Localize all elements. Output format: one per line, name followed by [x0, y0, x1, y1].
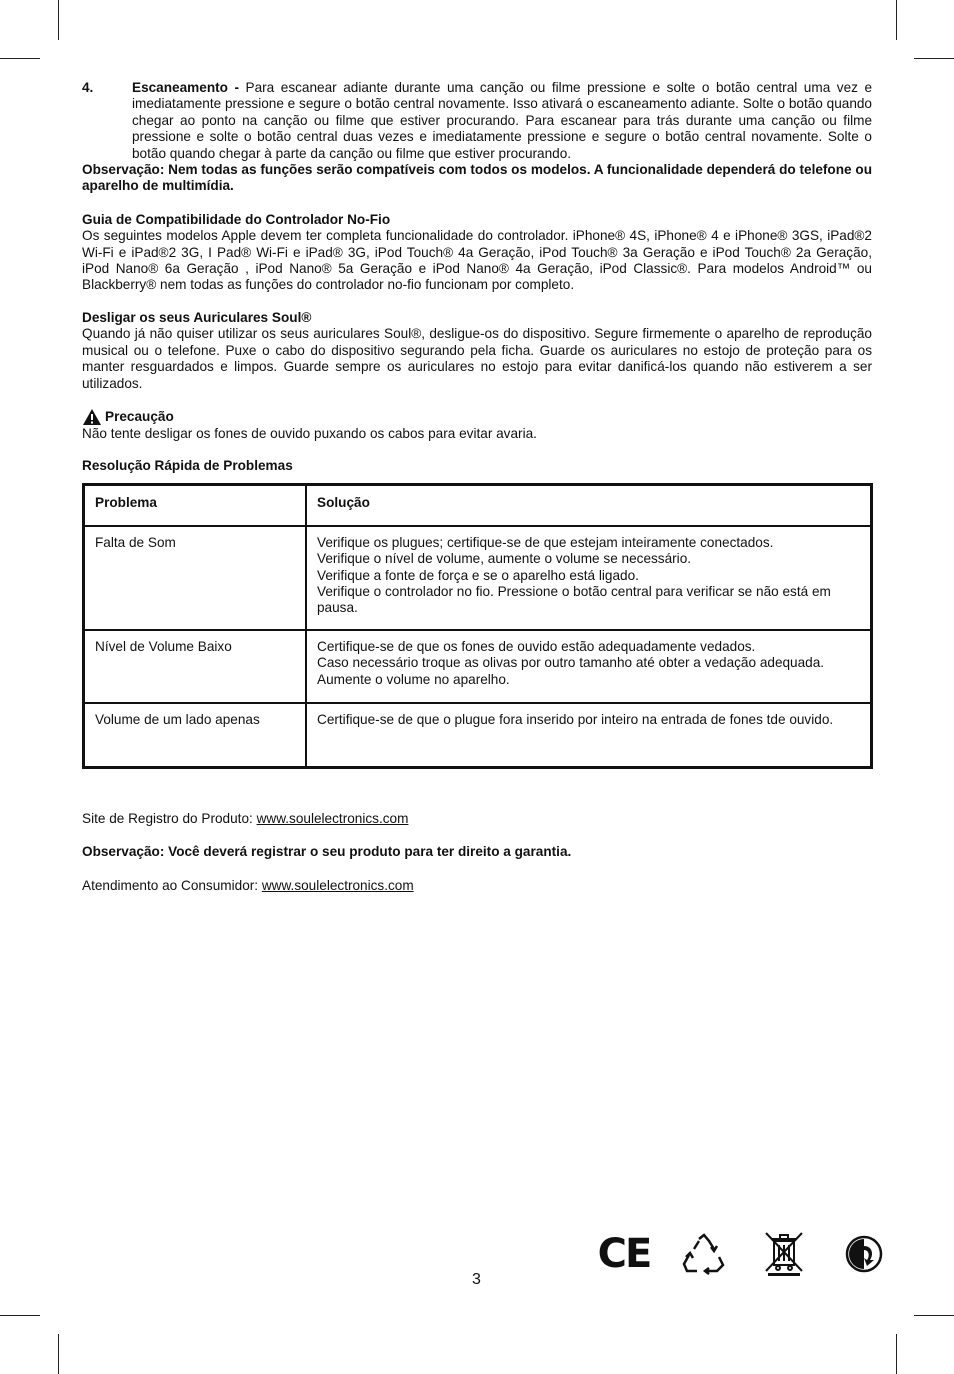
troubleshooting-heading: Resolução Rápida de Problemas	[82, 458, 293, 474]
solution-line: Certifique-se de que o plugue fora inserido por inteiro na entrada de fones tde ouvido.	[317, 711, 834, 727]
crop-mark	[58, 1334, 59, 1374]
solution-line: Caso necessário troque as olivas por outro tamanho até obter a vedação adequada.	[317, 655, 825, 671]
registration-link[interactable]: www.soulelectronics.com	[256, 810, 409, 826]
page-content	[82, 80, 872, 911]
crop-mark	[896, 1334, 897, 1374]
caution-section	[82, 408, 872, 442]
compatibility-section	[82, 212, 872, 294]
disconnect-heading: Desligar os seus Auriculares Soul®	[82, 309, 312, 325]
disconnect-section	[82, 310, 872, 392]
solution-line: Verifique a fonte de força e se o aparelho está ligado.	[317, 567, 639, 583]
problem-cell: Nível de Volume Baixo	[84, 630, 307, 703]
problem-cell: Volume de um lado apenas	[84, 703, 307, 768]
warning-icon	[82, 408, 102, 426]
footer-links	[82, 811, 872, 894]
support-line	[82, 878, 872, 894]
crop-mark	[914, 1315, 954, 1316]
solution-cell	[306, 703, 872, 768]
support-label: Atendimento ao Consumidor:	[82, 877, 259, 893]
page-number: 3	[472, 1271, 481, 1288]
crop-mark	[896, 0, 897, 40]
crop-mark	[0, 1315, 40, 1316]
scanning-item	[82, 80, 872, 162]
disconnect-text: Quando já não quiser utilizar os seus auriculares Soul®, desligue-os do dispositivo. Segure firmemente o aparelho de reprodução musical ou o telefone. Puxe o cabo do dispositivo segurando pela ficha. Guarde os auriculares no estojo de proteção para os manter resguardados e limpos. Guarde sempre os auriculares no estojo para evitar danificá-los quando não estiverem a ser utilizados.	[82, 326, 872, 391]
solution-line: Verifique o controlador no fio. Pressione o botão central para verificar se não está em pausa.	[317, 583, 831, 616]
crop-mark	[914, 58, 954, 59]
table-row	[84, 703, 872, 768]
certification-marks	[596, 1232, 892, 1276]
solution-line: Verifique os plugues; certifique-se de que estejam inteiramente conectados.	[317, 534, 774, 550]
solution-cell	[306, 526, 872, 630]
registration-label: Site de Registro do Produto:	[82, 810, 253, 826]
registration-line	[82, 811, 872, 827]
solution-line: Verifique o nível de volume, aumente o volume se necessário.	[317, 551, 692, 567]
crop-mark	[0, 58, 40, 59]
weee-crossed-bin-icon	[756, 1232, 812, 1276]
column-header-solution: Solução	[306, 484, 872, 526]
compatibility-text: Os seguintes modelos Apple devem ter completa funcionalidade do controlador. iPhone® 4S, iPhone® 4 e iPhone® 3GS, iPad®2 Wi-Fi e iPad®2 3G, I Pad® Wi-Fi e iPad® 3G, iPod Touch® 4a Geração, iPod Touch® 3a Geração e iPod Touch® 2a Geração, iPod Nano® 6a Geração , iPod Nano® 5a Geração e iPod Nano® 4a Geração, iPod Classic®. Para modelos Android™ ou Blackberry® nem todas as funções do controlador no-fio funcionam por completo.	[82, 228, 872, 293]
warranty-note: Observação: Você deverá registrar o seu produto para ter direito a garantia.	[82, 844, 572, 860]
item-number: 4.	[82, 80, 94, 95]
ce-mark-icon: CE	[597, 1231, 651, 1277]
item-title: Escaneamento -	[132, 80, 239, 95]
compatibility-note: Observação: Nem todas as funções serão compatíveis com todos os modelos. A funcionalidade dependerá do telefone ou aparelho de multimídia.	[82, 162, 872, 194]
support-link[interactable]: www.soulelectronics.com	[261, 877, 414, 893]
troubleshooting-table	[82, 483, 873, 769]
item-text: Para escanear adiante durante uma canção ou filme pressione e solte o botão central uma vez e imediatamente pressione e segure o botão central novamente. Isso ativará o escaneamento adiante. Solte o botão quando chegar ao ponto na canção ou filme que estiver procurando. Para escanear para trás durante uma canção ou filme pressione e solte o botão central duas vezes e imediatamente pressione e segure o botão central novamente. Solte o botão quando chegar à parte da canção ou filme que estiver procurando.	[132, 80, 872, 161]
problem-cell: Falta de Som	[84, 526, 307, 630]
green-dot-icon	[836, 1232, 892, 1276]
solution-line: Aumente o volume no aparelho.	[317, 671, 510, 687]
column-header-problem: Problema	[84, 484, 307, 526]
table-row	[84, 526, 872, 630]
caution-text: Não tente desligar os fones de ouvido puxando os cabos para evitar avaria.	[82, 425, 537, 441]
table-header-row	[84, 484, 872, 526]
compatibility-heading: Guia de Compatibilidade do Controlador No-Fio	[82, 211, 391, 227]
solution-line: Certifique-se de que os fones de ouvido estão adequadamente vedados.	[317, 638, 756, 654]
crop-mark	[58, 0, 59, 40]
troubleshooting-section	[82, 458, 872, 768]
solution-cell	[306, 630, 872, 703]
caution-heading: Precaução	[105, 408, 174, 424]
table-row	[84, 630, 872, 703]
recycle-icon	[676, 1232, 732, 1276]
